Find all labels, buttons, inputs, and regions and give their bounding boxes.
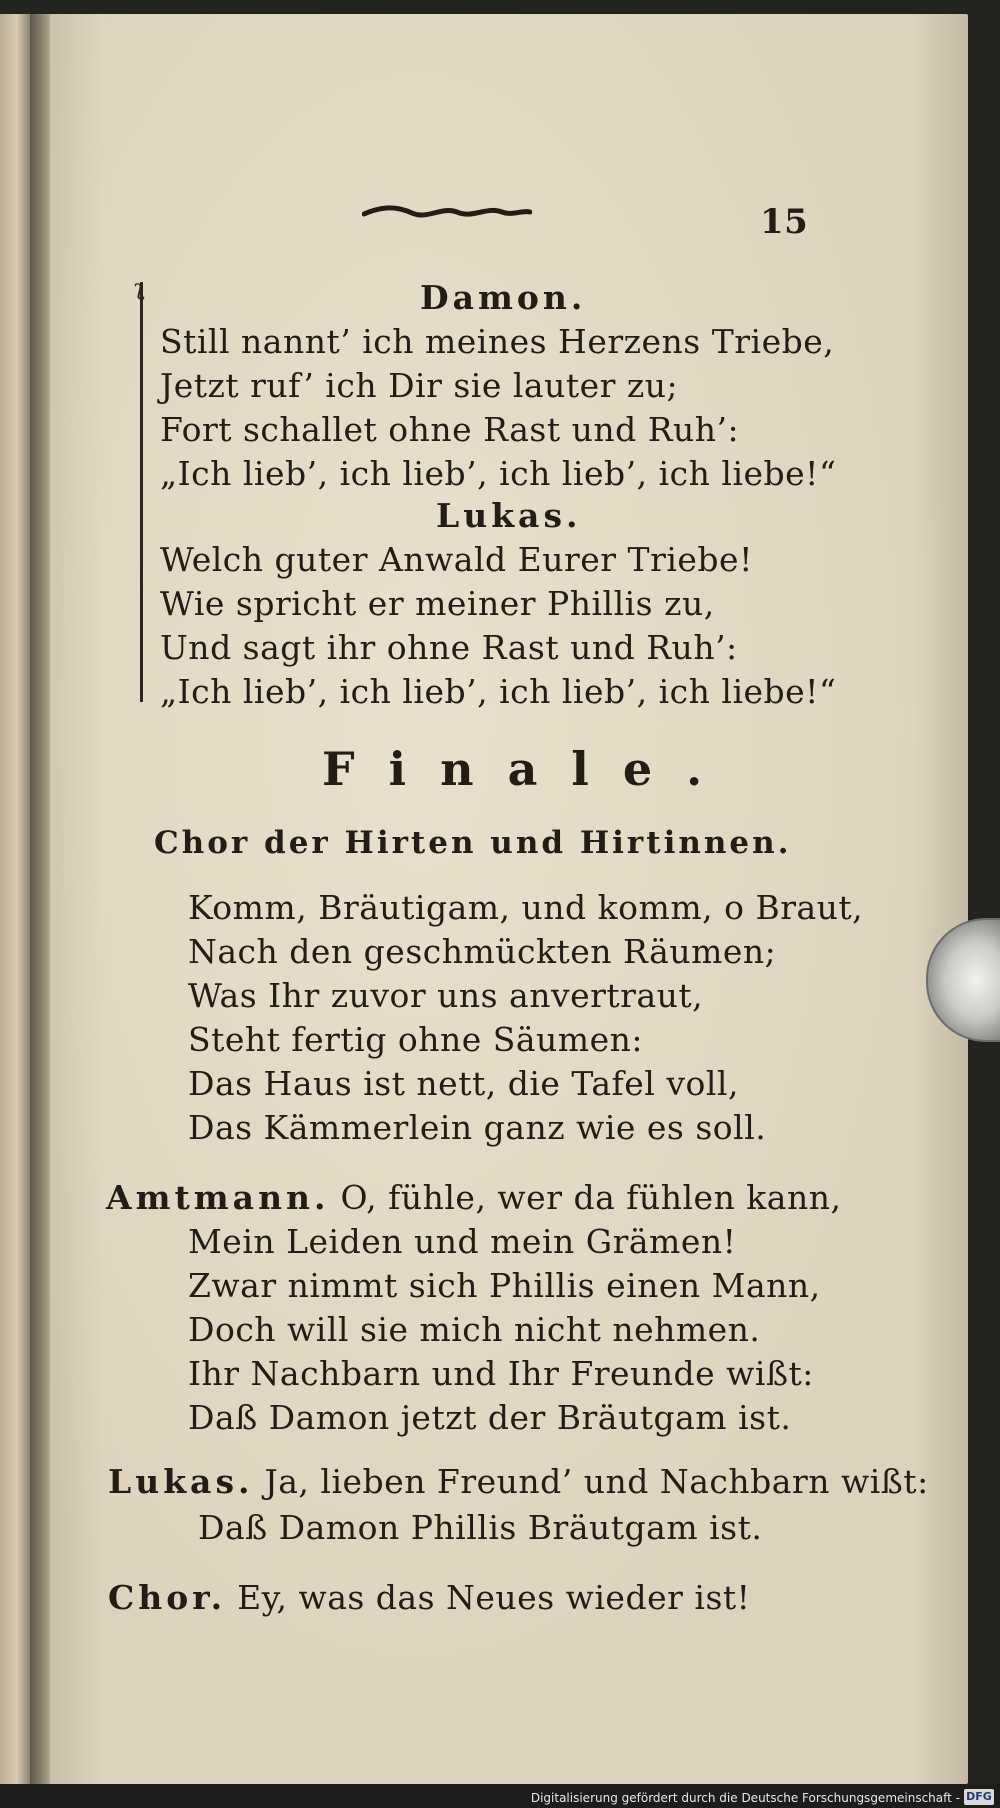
- verse-line: Und sagt ihr ohne Rast und Ruh’:: [160, 628, 738, 667]
- chorus-line: Das Haus ist nett, die Tafel voll,: [188, 1064, 739, 1103]
- chorus-line: Komm, Bräutigam, und komm, o Braut,: [188, 888, 864, 927]
- speaker-chor: Chor.: [108, 1578, 227, 1617]
- verse-line: Zwar nimmt sich Phillis einen Mann,: [188, 1266, 821, 1305]
- verse-line: Doch will sie mich nicht nehmen.: [188, 1310, 761, 1349]
- chorus-line: Das Kämmerlein ganz wie es soll.: [188, 1108, 767, 1147]
- verse-line: „Ich lieb’, ich lieb’, ich lieb’, ich liebe!“: [160, 454, 837, 493]
- lukas-first-line: [108, 1462, 929, 1501]
- footer-credit: Digitalisierung gefördert durch die Deutsche Forschungsgemeinschaft -: [530, 1791, 960, 1805]
- speaker-lukas-finale: Lukas.: [108, 1462, 254, 1501]
- verse-line: Jetzt ruf’ ich Dir sie lauter zu;: [160, 366, 679, 405]
- verse-line: Ey, was das Neues wieder ist!: [237, 1578, 751, 1617]
- verse-line: Daß Damon Phillis Bräutgam ist.: [198, 1508, 763, 1547]
- verse-line: Ihr Nachbarn und Ihr Freunde wißt:: [188, 1354, 814, 1393]
- verse-line: Ja, lieben Freund’ und Nachbarn wißt:: [264, 1462, 929, 1501]
- chor-line: [108, 1578, 750, 1617]
- verse-line: Fort schallet ohne Rast und Ruh’:: [160, 410, 740, 449]
- finale-heading: Finale.: [322, 742, 737, 796]
- bracket-tick: ʅ: [134, 276, 145, 301]
- verse-line: „Ich lieb’, ich lieb’, ich lieb’, ich liebe!“: [160, 672, 837, 711]
- chorus-heading: Chor der Hirten und Hirtinnen.: [154, 825, 792, 861]
- chorus-line: Was Ihr zuvor uns anvertraut,: [188, 976, 704, 1015]
- verse-bracket: [140, 282, 149, 702]
- verse-line: Daß Damon jetzt der Bräutgam ist.: [188, 1398, 792, 1437]
- left-page-edge: [0, 14, 30, 1784]
- chorus-line: Nach den geschmückten Räumen;: [188, 932, 777, 971]
- speaker-damon: Damon.: [420, 278, 587, 317]
- verse-line: Still nannt’ ich meines Herzens Triebe,: [160, 322, 835, 361]
- speaker-lukas: Lukas.: [436, 496, 582, 535]
- verse-line: Mein Leiden und mein Grämen!: [188, 1222, 737, 1261]
- dfg-logo-icon: DFG: [964, 1789, 994, 1805]
- page-number: 15: [760, 202, 809, 242]
- speaker-amtmann: Amtmann.: [106, 1178, 330, 1217]
- verse-line: O, fühle, wer da fühlen kann,: [340, 1178, 842, 1217]
- ornamental-rule-icon: [362, 202, 532, 224]
- verse-line: Welch guter Anwald Eurer Triebe!: [160, 540, 753, 579]
- amtmann-first-line: [106, 1178, 841, 1217]
- chorus-line: Steht fertig ohne Säumen:: [188, 1020, 643, 1059]
- verse-line: Wie spricht er meiner Phillis zu,: [160, 584, 715, 623]
